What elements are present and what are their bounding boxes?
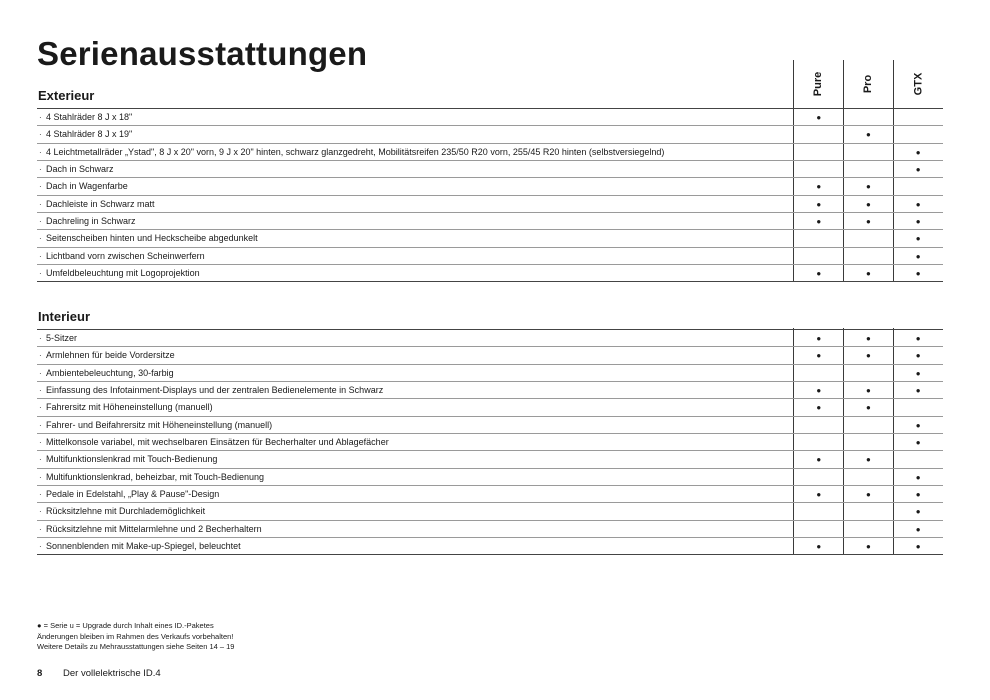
bullet-icon: · xyxy=(39,251,42,261)
availability-cell-pure xyxy=(794,230,844,246)
feature-label xyxy=(37,347,794,363)
bullet-icon: · xyxy=(39,420,42,430)
availability-cell-gtx: ● xyxy=(915,490,921,500)
feature-label xyxy=(37,265,794,281)
column-header-label: Pure xyxy=(812,71,825,97)
table-row xyxy=(37,434,943,451)
section-title: Exterieur xyxy=(38,88,95,103)
feature-text: Dachleiste in Schwarz matt xyxy=(46,198,155,209)
feature-text: 4 Stahlräder 8 J x 18" xyxy=(46,112,133,122)
availability-cell-pro xyxy=(844,469,894,485)
feature-text: Mittelkonsole variabel, mit wechselbaren Einsätzen für Becherhalter und Ablagefächer xyxy=(46,437,389,448)
bullet-icon: · xyxy=(39,165,42,175)
feature-label xyxy=(37,213,794,229)
feature-label xyxy=(37,399,794,415)
table-row xyxy=(37,365,943,382)
feature-table xyxy=(37,108,943,282)
legend-note: ● = Serie u = Upgrade durch Inhalt eines ID.-Paketes xyxy=(37,621,214,630)
feature-text: Dach in Wagenfarbe xyxy=(46,181,128,192)
table-row xyxy=(37,347,943,364)
table-row xyxy=(37,521,943,538)
column-header-label: GTX xyxy=(912,72,925,96)
availability-cell-gtx: ● xyxy=(915,334,921,343)
availability-cell-pure: ● xyxy=(816,334,822,343)
availability-cell-gtx: ● xyxy=(915,234,921,244)
table-row xyxy=(37,144,943,161)
availability-cell-pro: ● xyxy=(866,351,871,361)
section-interieur xyxy=(37,305,943,555)
feature-table xyxy=(37,329,943,555)
bullet-icon: · xyxy=(39,334,42,343)
feature-label xyxy=(37,451,794,467)
availability-cell-gtx: ● xyxy=(915,472,921,482)
table-row xyxy=(37,248,943,265)
availability-cell-pure xyxy=(794,469,844,485)
section-exterieur xyxy=(37,84,943,282)
availability-cell-pro: ● xyxy=(866,403,871,413)
feature-label xyxy=(37,503,794,519)
bullet-icon: · xyxy=(39,455,42,465)
bullet-icon: · xyxy=(39,351,42,361)
bullet-icon: · xyxy=(39,368,42,378)
availability-cell-gtx: ● xyxy=(915,199,921,209)
table-row xyxy=(37,417,943,434)
availability-cell-pro xyxy=(844,144,894,160)
availability-cell-pro: ● xyxy=(866,542,871,552)
feature-label xyxy=(37,538,794,554)
table-row xyxy=(37,330,943,347)
table-row xyxy=(37,265,943,282)
feature-text: Pedale in Edelstahl, „Play & Pause"-Design xyxy=(46,489,220,500)
table-row xyxy=(37,230,943,247)
table-row xyxy=(37,469,943,486)
availability-cell-gtx: ● xyxy=(915,269,921,279)
feature-text: 5-Sitzer xyxy=(46,333,78,343)
feature-label xyxy=(37,365,794,381)
feature-label xyxy=(37,230,794,246)
page-title: Serienausstattungen xyxy=(37,35,368,72)
availability-cell-pro xyxy=(844,434,894,450)
availability-cell-pro: ● xyxy=(866,217,871,227)
feature-text: Multifunktionslenkrad, beheizbar, mit Touch-Bedienung xyxy=(46,471,264,482)
availability-cell-pro xyxy=(844,417,894,433)
availability-cell-pure: ● xyxy=(816,182,822,192)
feature-label xyxy=(37,248,794,264)
bullet-icon: · xyxy=(39,403,42,413)
feature-label xyxy=(37,521,794,537)
feature-text: Lichtband vorn zwischen Scheinwerfern xyxy=(46,250,205,261)
availability-cell-pure: ● xyxy=(816,490,822,500)
availability-cell-pure xyxy=(794,503,844,519)
availability-cell-pro xyxy=(844,161,894,177)
availability-cell-pro: ● xyxy=(866,130,871,140)
feature-text: Ambientebeleuchtung, 30-farbig xyxy=(46,367,174,378)
availability-cell-pure: ● xyxy=(816,351,822,361)
bullet-icon: · xyxy=(39,113,42,122)
availability-cell-pure xyxy=(794,161,844,177)
table-row xyxy=(37,503,943,520)
feature-text: Fahrer- und Beifahrersitz mit Höheneinstellung (manuell) xyxy=(46,419,273,430)
availability-cell-pure xyxy=(794,434,844,450)
feature-label xyxy=(37,126,794,142)
availability-cell-gtx: ● xyxy=(915,251,921,261)
availability-cell-pro: ● xyxy=(866,490,871,500)
table-row xyxy=(37,196,943,213)
availability-cell-pure: ● xyxy=(816,403,822,413)
feature-text: Rücksitzlehne mit Mittelarmlehne und 2 Becherhaltern xyxy=(46,523,262,534)
disclaimer-note: Änderungen bleiben im Rahmen des Verkaufs vorbehalten! xyxy=(37,631,234,641)
availability-cell-gtx xyxy=(893,178,943,194)
availability-cell-pure: ● xyxy=(816,455,822,465)
availability-cell-gtx: ● xyxy=(915,147,921,157)
availability-cell-pure: ● xyxy=(816,542,822,552)
availability-cell-pure: ● xyxy=(816,386,822,396)
table-row xyxy=(37,109,943,126)
availability-cell-pro: ● xyxy=(866,199,871,209)
table-row xyxy=(37,382,943,399)
bullet-icon: · xyxy=(39,182,42,192)
feature-label xyxy=(37,382,794,398)
bullet-icon: · xyxy=(39,472,42,482)
feature-label xyxy=(37,469,794,485)
availability-cell-pro: ● xyxy=(866,455,871,465)
bullet-icon: · xyxy=(39,542,42,552)
feature-label xyxy=(37,486,794,502)
availability-cell-pure xyxy=(794,126,844,142)
availability-cell-gtx xyxy=(893,126,943,142)
feature-text: Armlehnen für beide Vordersitze xyxy=(46,350,175,361)
availability-cell-pure: ● xyxy=(816,217,822,227)
feature-text: Dach in Schwarz xyxy=(46,164,114,175)
availability-cell-gtx: ● xyxy=(915,217,921,227)
feature-label xyxy=(37,109,794,125)
availability-cell-pro: ● xyxy=(866,182,871,192)
feature-text: Umfeldbeleuchtung mit Logoprojektion xyxy=(46,268,200,279)
availability-cell-pure xyxy=(794,144,844,160)
details-note: Weitere Details zu Mehrausstattungen siehe Seiten 14 – 19 xyxy=(37,642,235,651)
feature-text: Fahrersitz mit Höheneinstellung (manuell) xyxy=(46,402,213,413)
availability-cell-pure xyxy=(794,417,844,433)
feature-text: Multifunktionslenkrad mit Touch-Bedienung xyxy=(46,454,218,465)
feature-label xyxy=(37,434,794,450)
availability-cell-pure: ● xyxy=(816,113,822,122)
section-title: Interieur xyxy=(38,309,91,324)
feature-text: 4 Stahlräder 8 J x 19" xyxy=(46,129,133,140)
feature-label xyxy=(37,417,794,433)
table-row xyxy=(37,399,943,416)
bullet-icon: · xyxy=(39,234,42,244)
availability-cell-gtx: ● xyxy=(915,386,921,396)
table-row xyxy=(37,538,943,555)
feature-text: Einfassung des Infotainment-Displays und der zentralen Bedienelemente in Schwarz xyxy=(46,385,384,396)
bullet-icon: · xyxy=(39,386,42,396)
availability-cell-pro: ● xyxy=(866,269,871,279)
availability-cell-gtx: ● xyxy=(915,507,921,517)
availability-cell-pro xyxy=(844,230,894,246)
feature-label xyxy=(37,330,794,346)
availability-cell-gtx: ● xyxy=(915,368,921,378)
bullet-icon: · xyxy=(39,217,42,227)
availability-cell-gtx xyxy=(893,451,943,467)
availability-cell-gtx: ● xyxy=(915,438,921,448)
feature-label xyxy=(37,178,794,194)
bullet-icon: · xyxy=(39,130,42,140)
table-row xyxy=(37,161,943,178)
table-row xyxy=(37,126,943,143)
availability-cell-pure: ● xyxy=(816,199,822,209)
bullet-icon: · xyxy=(39,507,42,517)
availability-cell-pro: ● xyxy=(866,386,871,396)
availability-cell-pro xyxy=(844,365,894,381)
table-row xyxy=(37,213,943,230)
availability-cell-pro xyxy=(844,521,894,537)
availability-cell-pure: ● xyxy=(816,269,822,279)
feature-text: Sonnenblenden mit Make-up-Spiegel, beleuchtet xyxy=(46,541,241,552)
table-row xyxy=(37,178,943,195)
feature-label xyxy=(37,196,794,212)
feature-label xyxy=(37,161,794,177)
bullet-icon: · xyxy=(39,147,42,157)
feature-text: Rücksitzlehne mit Durchlademöglichkeit xyxy=(46,506,206,517)
availability-cell-gtx xyxy=(893,109,943,125)
bullet-icon: · xyxy=(39,199,42,209)
column-header-label: Pro xyxy=(862,74,875,94)
availability-cell-gtx: ● xyxy=(915,351,921,361)
bullet-icon: · xyxy=(39,269,42,279)
bullet-icon: · xyxy=(39,438,42,448)
availability-cell-pure xyxy=(794,521,844,537)
table-row xyxy=(37,451,943,468)
availability-cell-gtx: ● xyxy=(915,420,921,430)
availability-cell-gtx: ● xyxy=(915,165,921,175)
availability-cell-pure xyxy=(794,248,844,264)
page-footer-title: Der vollelektrische ID.4 xyxy=(63,668,161,679)
bullet-icon: · xyxy=(39,490,42,500)
feature-text: Seitenscheiben hinten und Heckscheibe abgedunkelt xyxy=(46,233,258,244)
availability-cell-pro xyxy=(844,503,894,519)
bullet-icon: · xyxy=(39,524,42,534)
table-row xyxy=(37,486,943,503)
availability-cell-pro xyxy=(844,109,894,125)
page-number: 8 xyxy=(37,668,43,679)
feature-text: 4 Leichtmetallräder „Ystad", 8 J x 20" vorn, 9 J x 20" hinten, schwarz glanzgedreht, Mobilitätsreifen 235/50 R20 vorn, 255/45 R20 hinten (selbstversiegelnd) xyxy=(46,146,665,157)
footnotes xyxy=(37,621,234,653)
feature-text: Dachreling in Schwarz xyxy=(46,216,136,227)
availability-cell-pro: ● xyxy=(866,334,871,343)
feature-label xyxy=(37,144,794,160)
availability-cell-gtx: ● xyxy=(915,524,921,534)
availability-cell-pro xyxy=(844,248,894,264)
availability-cell-gtx: ● xyxy=(915,542,921,552)
availability-cell-pure xyxy=(794,365,844,381)
availability-cell-gtx xyxy=(893,399,943,415)
